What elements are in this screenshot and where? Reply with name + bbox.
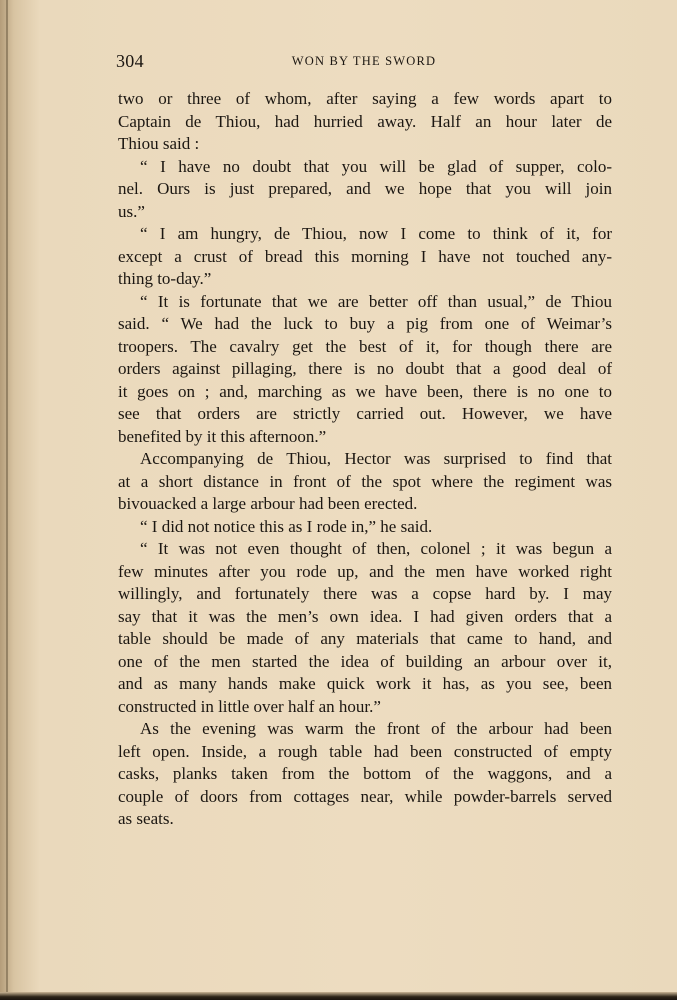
text-line: Accompanying de Thiou, Hector was surprised to find that xyxy=(140,449,612,468)
text-line: casks, planks taken from the bottom of the waggons, and a xyxy=(118,764,612,783)
text-line: nel. Ours is just prepared, and we hope that you will join xyxy=(118,179,612,198)
text-line: “ I did not notice this as I rode in,” he said. xyxy=(140,516,433,536)
page-header xyxy=(116,51,612,73)
text-line: except a crust of bread this morning I have not touched any- xyxy=(118,246,612,266)
text-line: “ I have no doubt that you will be glad of supper, colo- xyxy=(140,156,612,176)
text-line: As the evening was warm the front of the arbour had been xyxy=(140,719,612,738)
text-line: said. “ We had the luck to buy a pig from one of Weimar’s xyxy=(118,314,612,333)
text-line: Captain de Thiou, had hurried away. Half an hour later de xyxy=(118,111,612,131)
page-bottom-edge xyxy=(0,992,677,1000)
text-line: orders against pillaging, there is no doubt that a good deal of xyxy=(118,359,612,378)
page-number: 304 xyxy=(116,51,144,71)
text-line: benefited by it this afternoon.” xyxy=(118,426,327,446)
text-line: “ It is fortunate that we are better off than usual,” de Thiou xyxy=(140,291,612,311)
text-line: see that orders are strictly carried out. However, we have xyxy=(118,404,612,423)
text-line: us.” xyxy=(118,201,145,221)
text-line: Thiou said : xyxy=(118,134,200,153)
text-line: as seats. xyxy=(118,809,174,828)
text-line: and as many hands make quick work it has, as you see, been xyxy=(118,674,612,693)
text-line: two or three of whom, after saying a few words apart to xyxy=(118,89,612,108)
text-line: few minutes after you rode up, and the men have worked right xyxy=(118,561,612,581)
text-line: willingly, and fortunately there was a copse hard by. I may xyxy=(118,584,612,603)
running-title: WON BY THE SWORD xyxy=(291,54,437,68)
text-line: left open. Inside, a rough table had been constructed of empty xyxy=(118,741,612,761)
text-line: at a short distance in front of the spot where the regiment was xyxy=(118,471,612,491)
text-line: troopers. The cavalry get the best of it, for though there are xyxy=(118,336,612,356)
text-line: “ I am hungry, de Thiou, now I come to think of it, for xyxy=(140,224,612,243)
body-text xyxy=(118,88,612,831)
text-line: bivouacked a large arbour had been erected. xyxy=(118,494,418,513)
text-line: table should be made of any materials that came to hand, and xyxy=(118,629,612,648)
binding-gutter xyxy=(6,0,8,1000)
text-line: constructed in little over half an hour.” xyxy=(118,696,381,716)
text-line: couple of doors from cottages near, while powder-barrels served xyxy=(118,786,612,806)
text-line: “ It was not even thought of then, colonel ; it was begun a xyxy=(140,539,612,558)
text-line: one of the men started the idea of building an arbour over it, xyxy=(118,651,612,671)
text-line: it goes on ; and, marching as we have been, there is no one to xyxy=(118,381,612,401)
text-line: say that it was the men’s own idea. I had given orders that a xyxy=(118,606,612,626)
text-line: thing to-day.” xyxy=(118,269,212,288)
